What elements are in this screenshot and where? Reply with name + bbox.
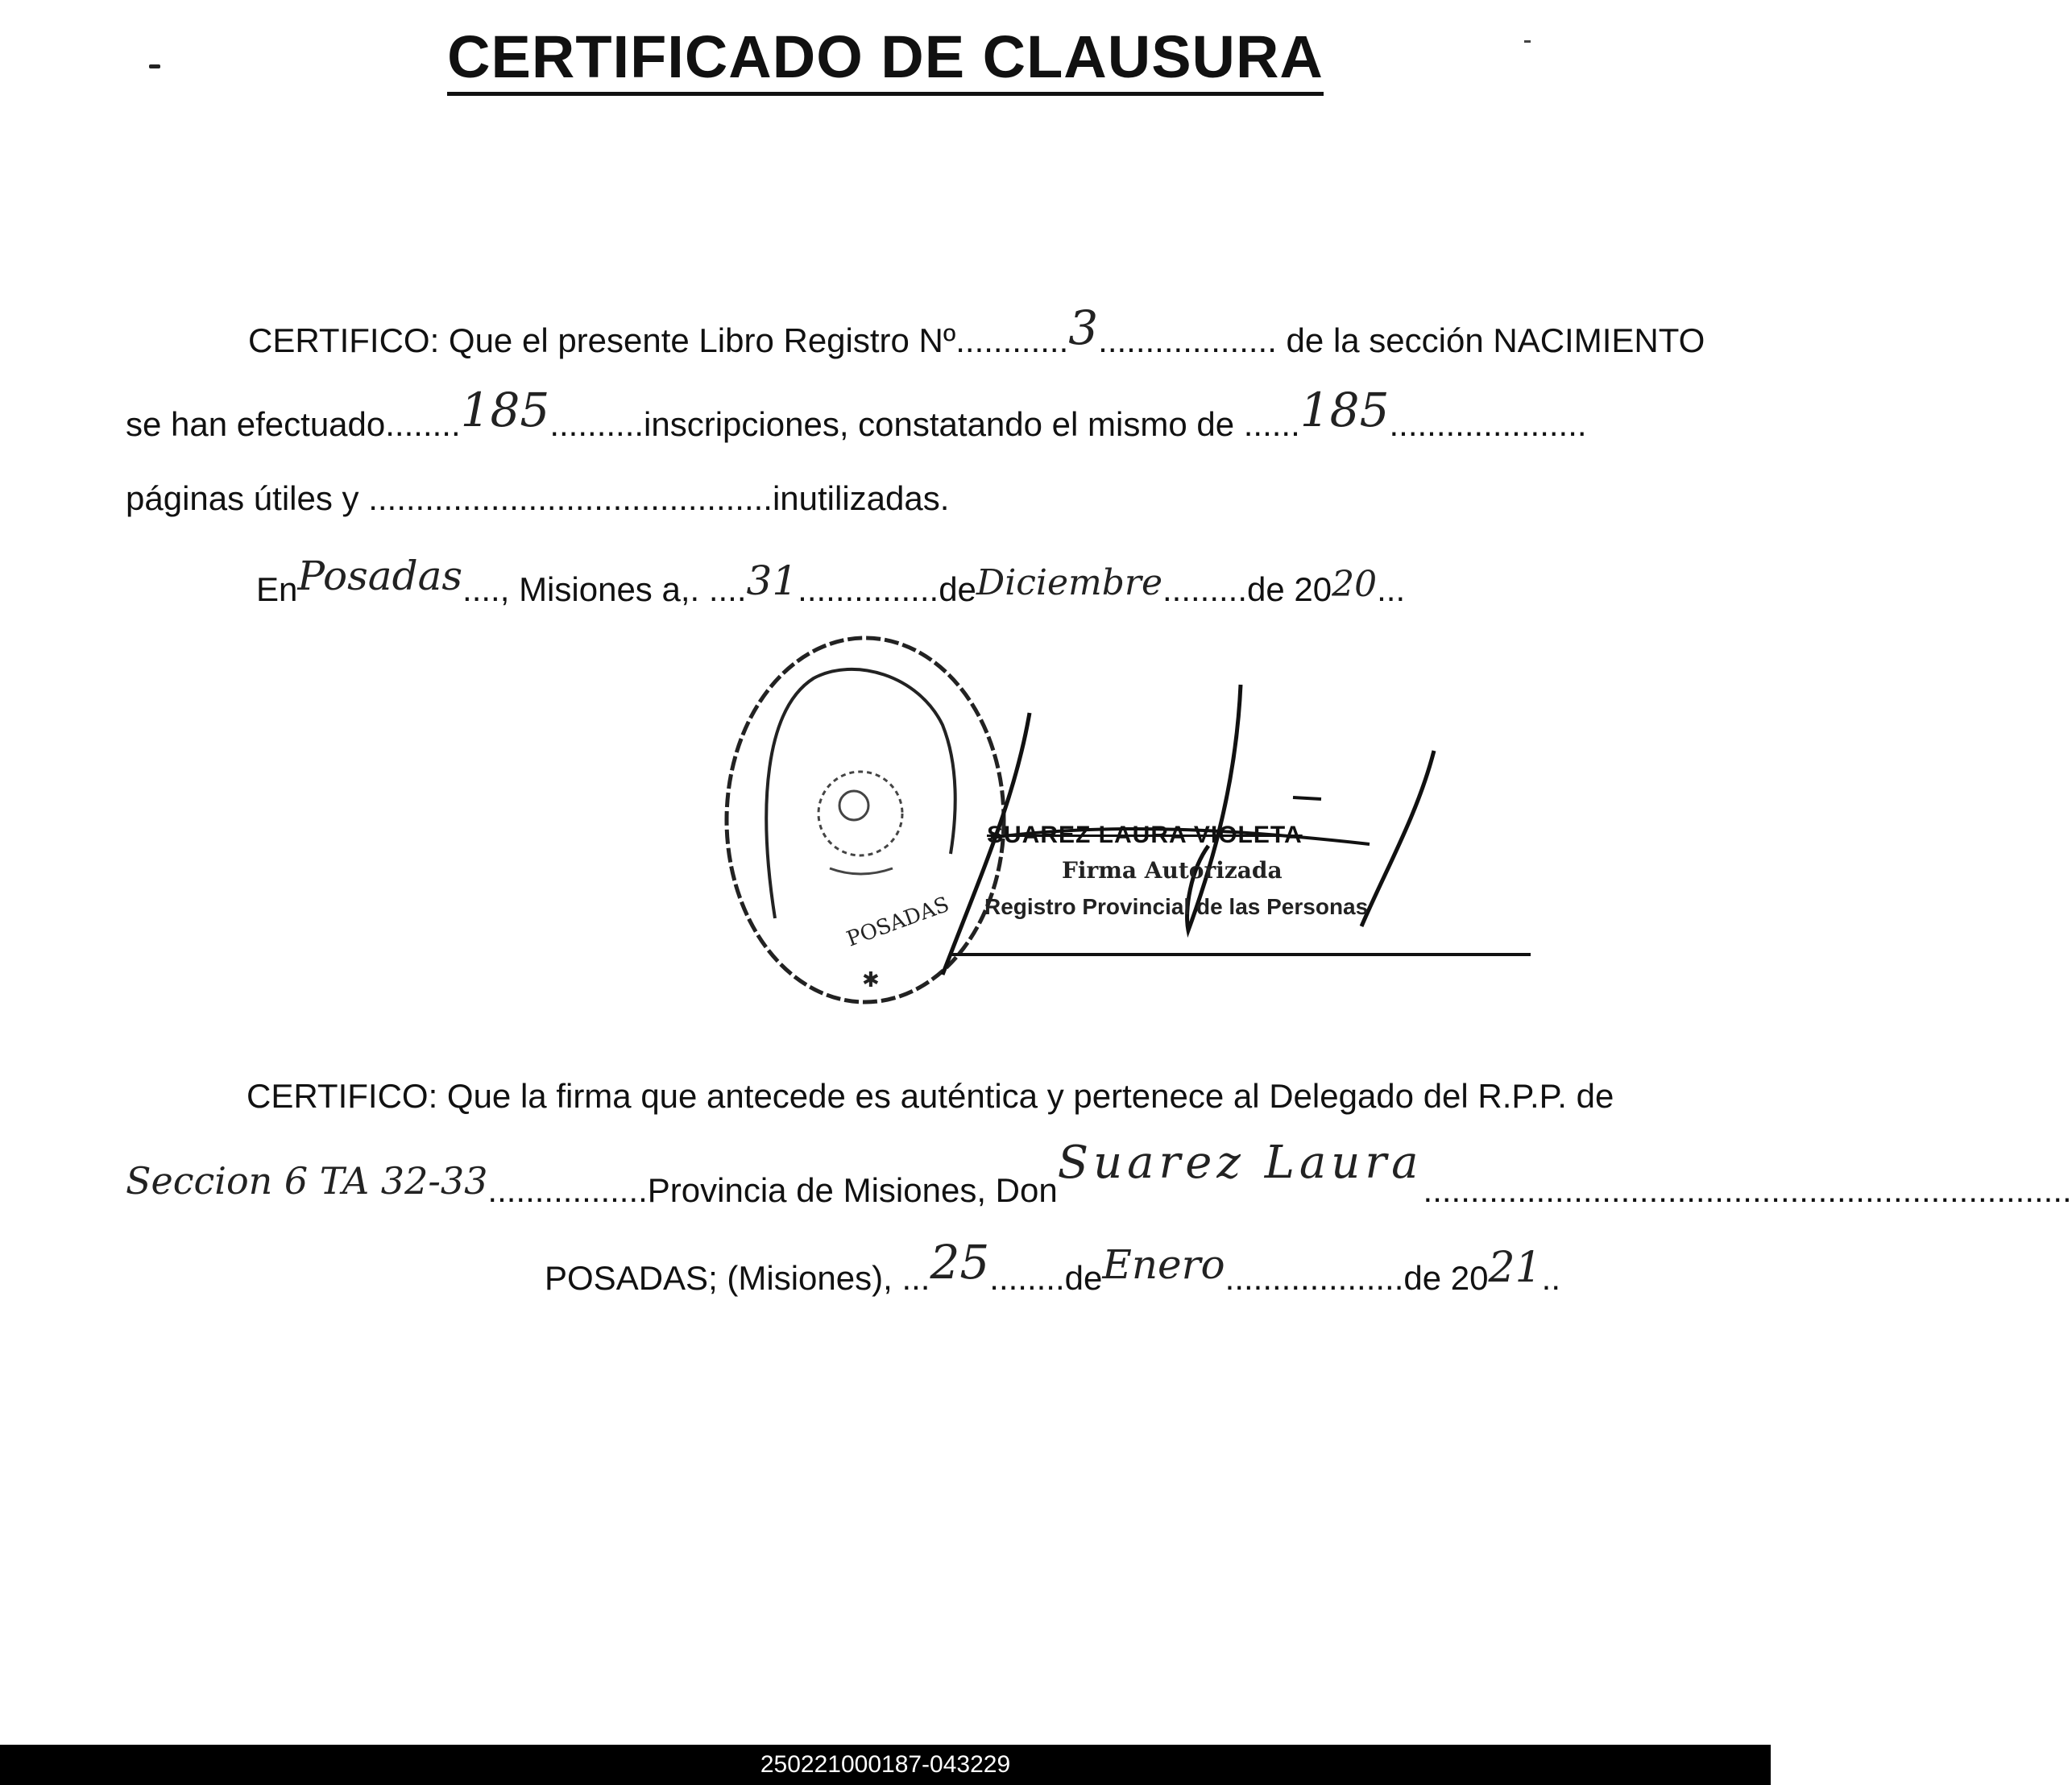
handwritten-inscriptions-count: 185 [460, 383, 550, 437]
handwritten-year-2: 21 [1488, 1244, 1542, 1292]
scan-id-footer: 250221000187-043229 [0, 1745, 1771, 1785]
cert1-line2: se han efectuado........185..........inscripciones, constatando el mismo de ......185..................... [126, 383, 1587, 443]
oval-seal [727, 638, 1004, 1002]
handwritten-section: Seccion 6 TA 32-33 [126, 1159, 488, 1203]
handwritten-month: Diciembre [976, 562, 1162, 603]
handwritten-month-2: Enero [1102, 1241, 1225, 1288]
stamp-office: Registro Provincial de las Personas [984, 894, 1369, 919]
stamp-struck-name: SUAREZ LAURA VIOLETA [987, 822, 1303, 848]
stamp-role: Firma Autorizada [1062, 857, 1283, 884]
svg-text:✱: ✱ [862, 968, 880, 992]
cert2-line1: CERTIFICO: Que la firma que antecede es auténtica y pertenece al Delegado del R.P.P. de [247, 1077, 1614, 1115]
handwritten-delegate-name: Suarez Laura [1057, 1137, 1423, 1189]
cert2-line2: Seccion 6 TA 32-33.................Provincia de Misiones, DonSuarez Laura..................................................................... [126, 1137, 2072, 1209]
handwritten-year: 20 [1332, 564, 1378, 605]
cert2-line3: POSADAS; (Misiones), ...25........deEnero...................de 2021.. [545, 1235, 1560, 1297]
handwritten-book-number: 3 [1068, 300, 1099, 355]
document-title: CERTIFICADO DE CLAUSURA [0, 23, 1771, 91]
cert1-line4: EnPosadas...., Misiones a,. ....31...............deDiciembre.........de 2020... [256, 553, 1406, 608]
cert1-line1: CERTIFICO: Que el presente Libro Registro Nº............3................... de la sección NACIMIENTO [248, 300, 1705, 359]
handwritten-city: Posadas [297, 553, 463, 599]
handwritten-pages-count: 185 [1299, 383, 1390, 437]
svg-text:POSADAS: POSADAS [843, 892, 953, 952]
handwritten-day: 31 [746, 557, 798, 604]
cert1-line3: páginas útiles y ...........................................inutilizadas. [126, 479, 950, 517]
handwritten-day-2: 25 [930, 1235, 990, 1290]
